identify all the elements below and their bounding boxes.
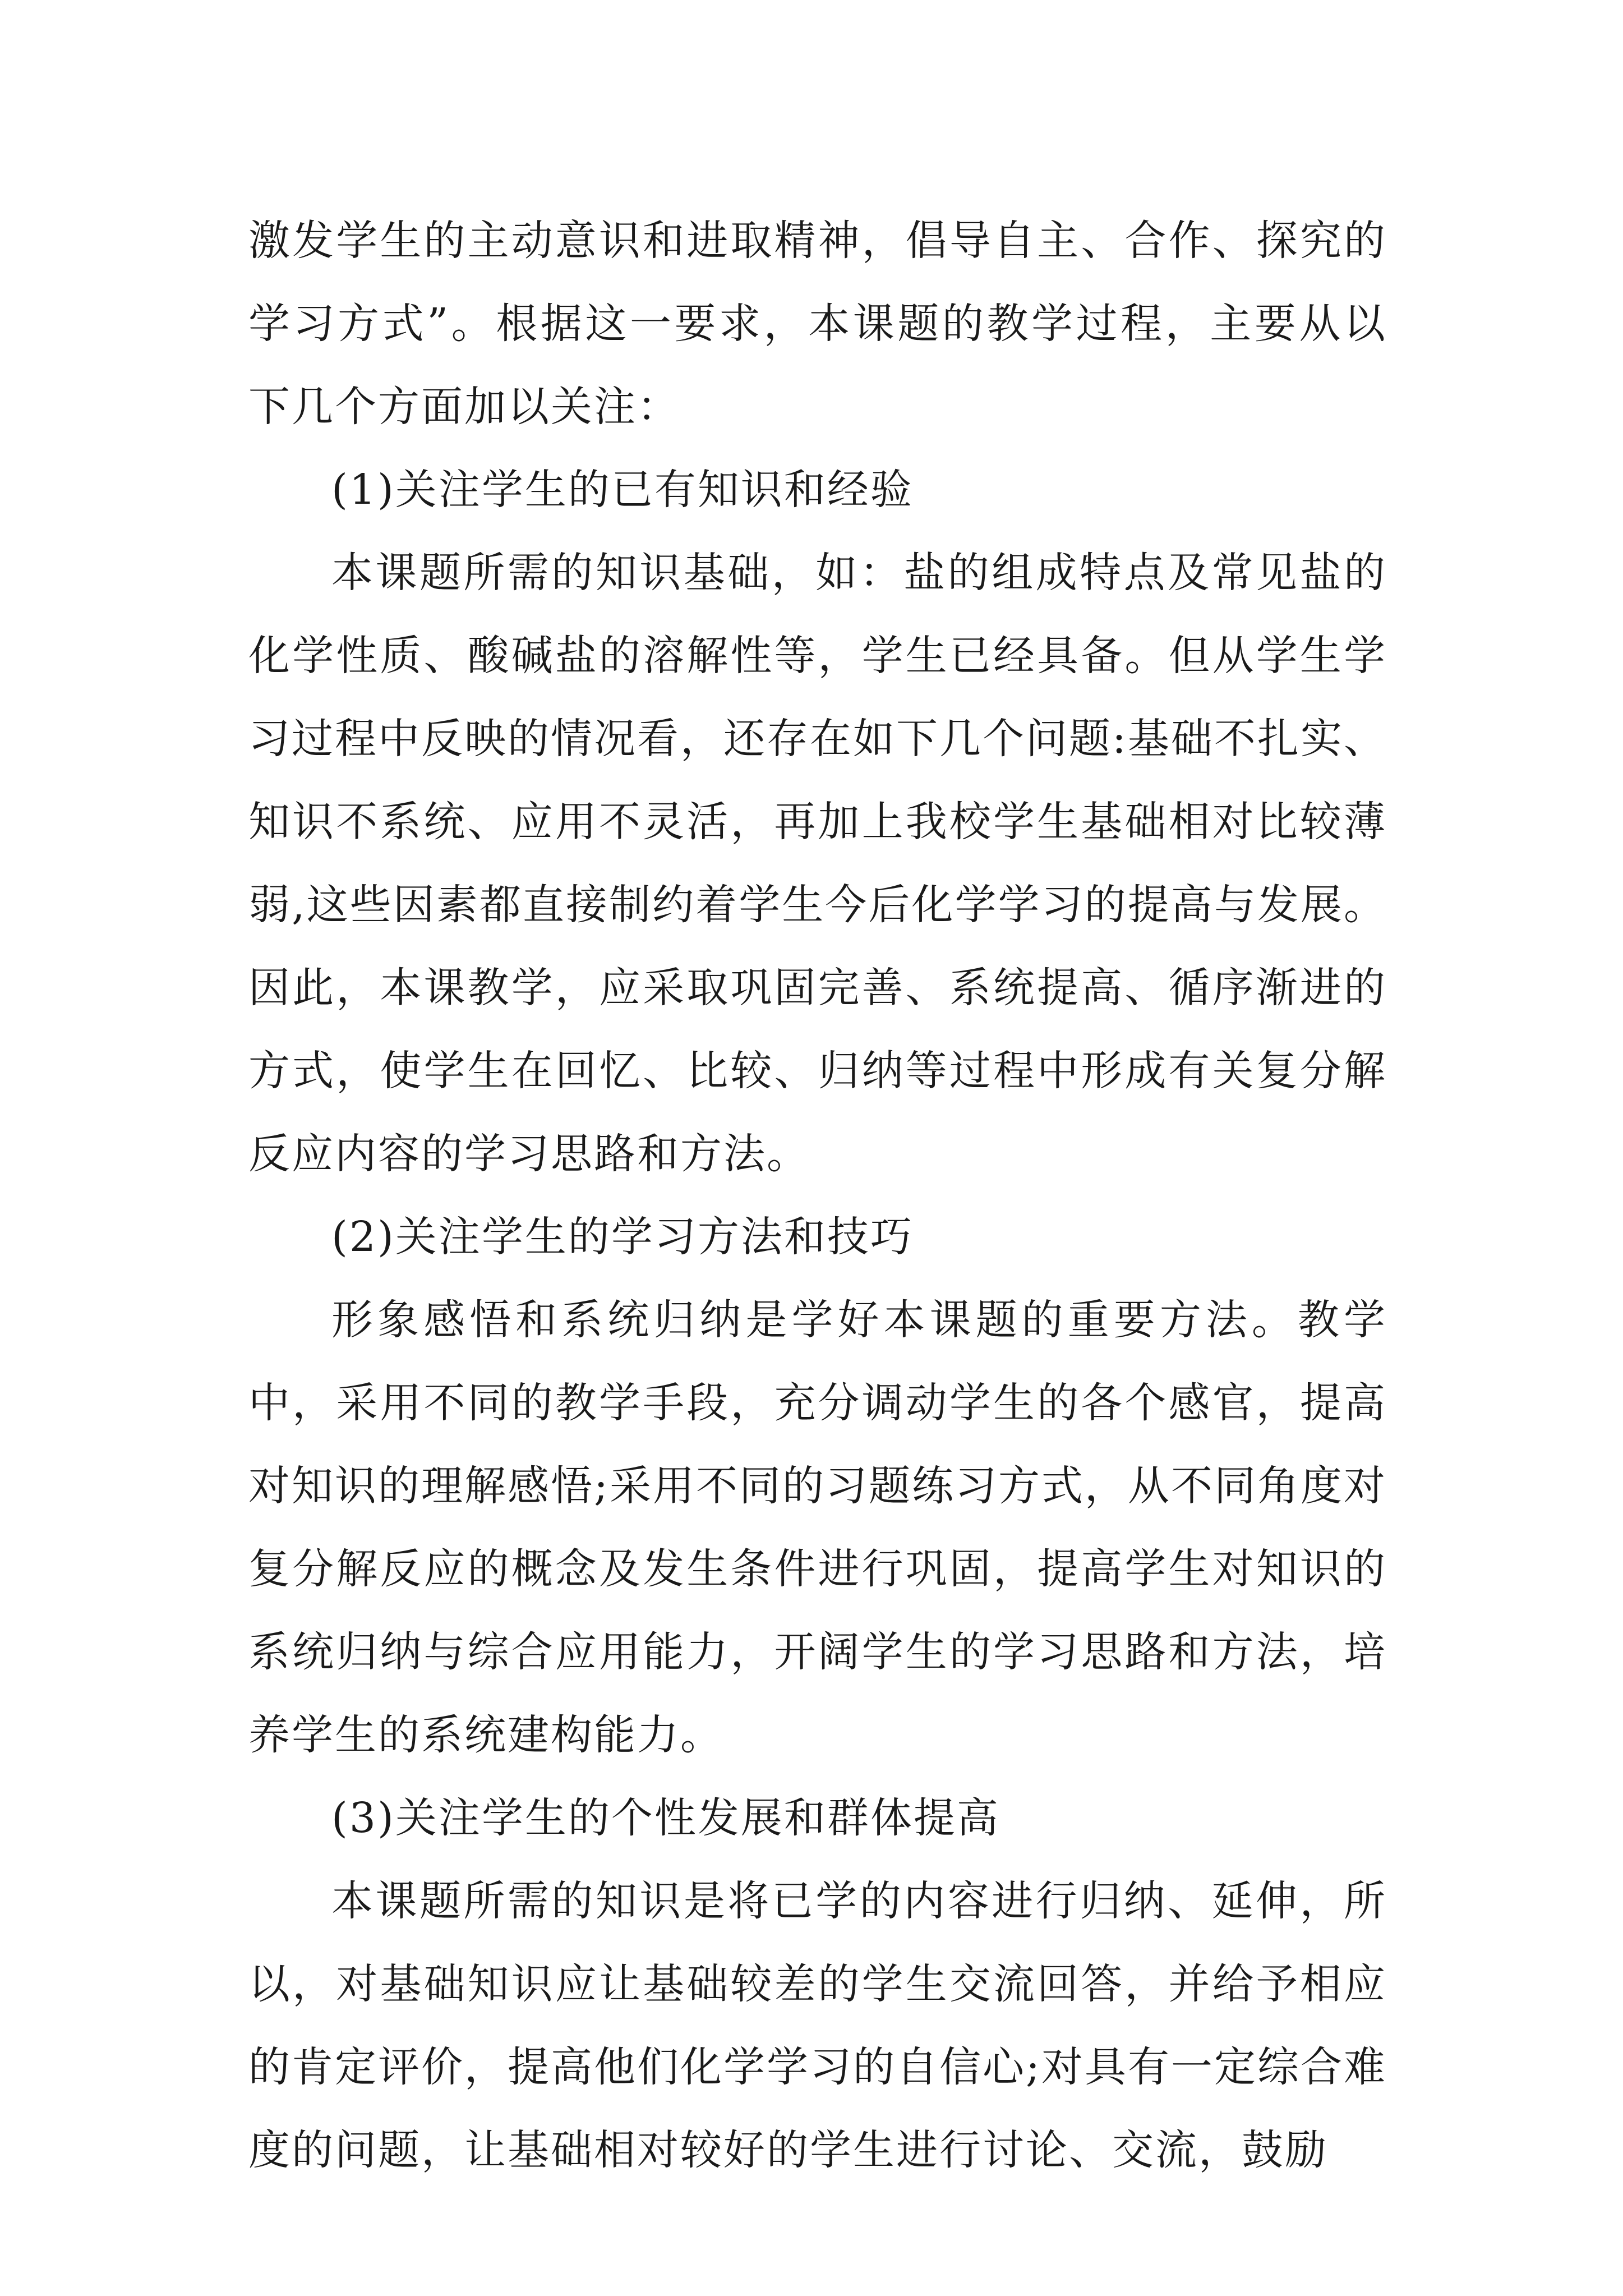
section-heading-2: (2)关注学生的学习方法和技巧 [331,1213,914,1261]
document-body [248,199,1387,2192]
paragraph-continuation: 激发学生的主动意识和进取精神，倡导自主、合作、探究的学习方式”。根据这一要求，本课题的教学过程，主要从以下几个方面加以关注： [248,217,1387,431]
paragraph-learning-methods: 形象感悟和系统归纳是学好本课题的重要方法。教学中，采用不同的教学手段，充分调动学生的各个感官，提高对知识的理解感悟;采用不同的习题练习方式，从不同角度对复分解反应的概念及发生条件进行巩固，提高学生对知识的系统归纳与综合应用能力，开阔学生的学习思路和方法，培养学生的系统建构能力。 [248,1296,1387,1759]
section-heading-3: (3)关注学生的个性发展和群体提高 [331,1794,1000,1842]
paragraph-individual-development: 本课题所需的知识是将已学的内容进行归纳、延伸，所以，对基础知识应让基础较差的学生交流回答，并给予相应的肯定评价，提高他们化学学习的自信心;对具有一定综合难度的问题，让基础相对较好的学生进行讨论、交流，鼓励 [248,1877,1387,2174]
paragraph-knowledge-basis: 本课题所需的知识基础，如：盐的组成特点及常见盐的化学性质、酸碱盐的溶解性等，学生已经具备。但从学生学习过程中反映的情况看，还存在如下几个问题:基础不扎实、知识不系统、应用不灵活，再加上我校学生基础相对比较薄弱,这些因素都直接制约着学生今后化学学习的提高与发展。因此，本课教学，应采取巩固完善、系统提高、循序渐进的方式，使学生在回忆、比较、归纳等过程中形成有关复分解反应内容的学习思路和方法。 [248,549,1387,1178]
section-heading-1: (1)关注学生的已有知识和经验 [331,466,914,514]
